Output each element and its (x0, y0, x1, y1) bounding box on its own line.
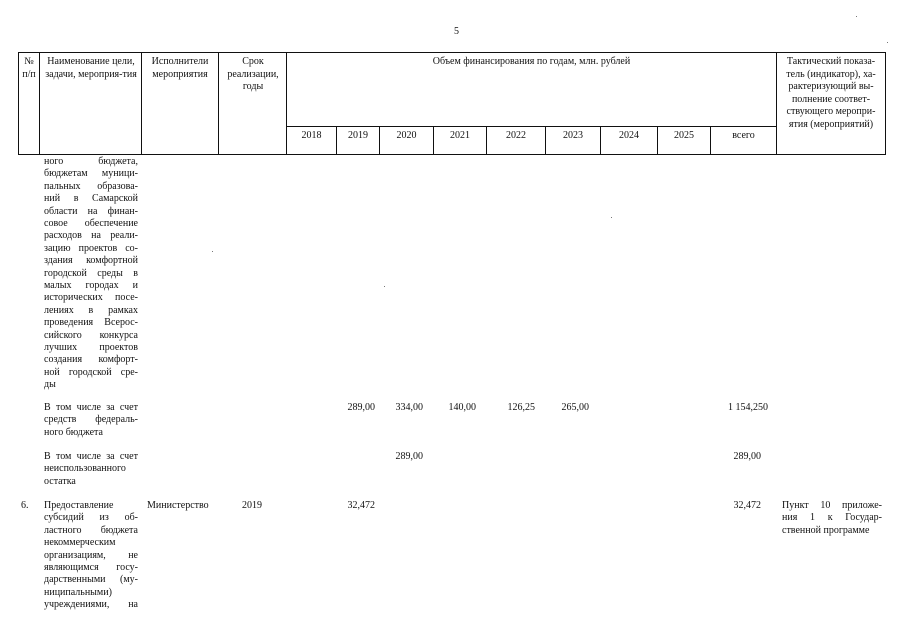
header-name: Наименование цели, задачи, мероприя-тия (45, 56, 137, 80)
term: 2019 (242, 500, 262, 511)
text-line: зацию проектов со- (44, 242, 138, 254)
header-financing: Объем финансирования по годам, млн. рублей (432, 56, 631, 67)
text-line: городской среды в (44, 267, 138, 279)
header-year-total: всего (732, 130, 755, 141)
text-line: ной городской сре- (44, 366, 138, 378)
header-year: 2018 (301, 130, 322, 141)
scan-speck (384, 286, 385, 287)
text-line: остатка (44, 475, 76, 487)
text-line: Предоставление (44, 500, 114, 511)
scan-speck (856, 16, 857, 17)
row-number: 6. (21, 500, 29, 511)
indicator-line: ния 1 к Государ- (782, 512, 882, 524)
value-2021: 140,00 (448, 402, 476, 413)
indicator-line: Пункт 10 приложе- (782, 500, 882, 511)
header-year: 2023 (563, 130, 583, 141)
text-line: организациям, не (44, 549, 138, 561)
header-year: 2022 (506, 130, 526, 141)
value-2020: 289,00 (395, 451, 423, 462)
header-term: Срок реализации, годы (227, 56, 279, 92)
col-border (885, 52, 886, 155)
text-line: ниципальными) (44, 586, 112, 598)
value-total: 289,00 (733, 451, 761, 462)
indicator-line: ственной программе (782, 524, 870, 536)
text-line: проведения Всерос- (44, 317, 138, 329)
header-year: 2024 (619, 130, 639, 141)
header-year: 2025 (674, 130, 694, 141)
text-line: неиспользованного (44, 463, 126, 475)
header-bottom-border (18, 154, 885, 155)
text-line: ды (44, 379, 56, 391)
scan-speck (212, 251, 213, 252)
scan-speck (887, 42, 888, 43)
col-border (218, 52, 219, 155)
col-border (141, 52, 142, 155)
text-line: бюджетам муници- (44, 168, 138, 180)
value-total: 32,472 (733, 500, 761, 511)
executor: Министерство (147, 500, 209, 511)
text-line: лениях в рамках (44, 304, 138, 316)
text-line: здания комфортной (44, 255, 138, 267)
header-year: 2021 (450, 130, 470, 141)
text-line: В том числе за счет (44, 402, 138, 413)
page-number: 5 (454, 26, 459, 37)
text-line: В том числе за счет (44, 451, 138, 462)
value-2020: 334,00 (395, 402, 423, 413)
header-year: 2019 (348, 130, 368, 141)
text-line: субсидий из об- (44, 512, 138, 524)
col-border (776, 52, 777, 155)
text-line: исторических посе- (44, 292, 138, 304)
text-line: области на финан- (44, 205, 138, 217)
value-2022: 126,25 (507, 402, 535, 413)
text-line: являющимся госу- (44, 562, 138, 573)
value-total: 1 154,250 (728, 402, 768, 413)
text-line: совое обеспечение (44, 218, 138, 229)
header-top-border (18, 52, 885, 53)
col-border (39, 52, 40, 155)
text-line: сийского конкурса (44, 329, 138, 341)
header-indicator: Тактический показа-тель (индикатор), ха-рактеризующий вы-полнение соответ-ствующего меропри-ятия (мероприятий) (786, 56, 876, 130)
text-line: ний в Самарской (44, 193, 138, 205)
years-divider (286, 126, 776, 127)
text-line: средств федераль- (44, 414, 138, 426)
text-line: дарственными (му- (44, 574, 138, 586)
value-2023: 265,00 (561, 402, 589, 413)
text-line: лучших проектов (44, 342, 138, 353)
header-num: № п/п (22, 56, 36, 80)
value-2019: 289,00 (347, 402, 375, 413)
scan-speck (611, 217, 612, 218)
text-line: пальных образова- (44, 180, 138, 192)
text-line: ного бюджета (44, 426, 103, 438)
text-line: расходов на реали- (44, 230, 138, 242)
value-2019: 32,472 (347, 500, 375, 511)
text-line: учреждениями, на (44, 599, 138, 611)
header-executors: Исполнители мероприятия (151, 56, 209, 80)
text-line: малых городах и (44, 280, 138, 291)
text-line: создания комфорт- (44, 354, 138, 366)
text-line: некоммерческим (44, 537, 116, 549)
header-year: 2020 (396, 130, 417, 141)
text-line: ластного бюджета (44, 524, 138, 536)
text-line: ного бюджета, (44, 156, 138, 167)
